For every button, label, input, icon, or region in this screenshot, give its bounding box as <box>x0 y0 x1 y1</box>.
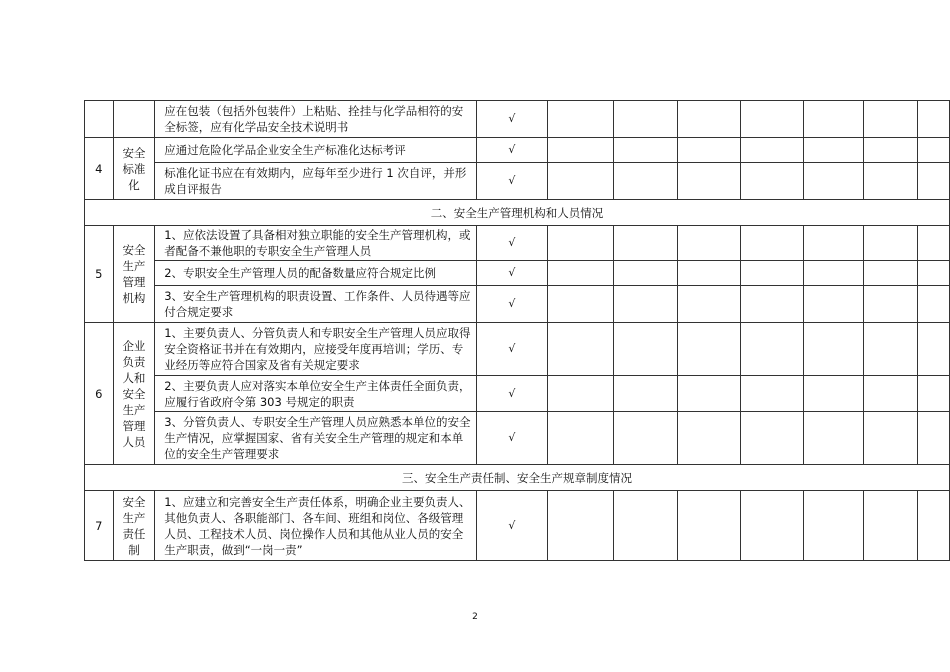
category: 企业负责人和安全生产管理人员 <box>113 323 155 465</box>
item-number <box>85 101 114 138</box>
requirement: 1、应建立和完善安全生产责任体系，明确企业主要负责人、其他负责人、各职能部门、各车间、班组和岗位、各级管理人员、工程技术人员、岗位操作人员和其他从业人员的安全生产职责，做到“一岗一责” <box>155 491 477 561</box>
section-header-row <box>85 200 950 226</box>
check-mark: √ <box>477 286 548 323</box>
item-number: 5 <box>85 226 114 323</box>
check-mark: √ <box>477 261 548 286</box>
requirement: 应在包装（包括外包装件）上粘贴、拴挂与化学品相符的安全标签，应有化学品安全技术说明书 <box>155 101 477 138</box>
check-mark: √ <box>477 412 548 465</box>
requirement: 2、专职安全生产管理人员的配备数量应符合规定比例 <box>155 261 477 286</box>
requirement: 1、主要负责人、分管负责人和专职安全生产管理人员应取得安全资格证书并在有效期内，应接受年度再培训；学历、专业经历等应符合国家及省有关规定要求 <box>155 323 477 376</box>
requirement: 3、分管负责人、专职安全生产管理人员应熟悉本单位的安全生产情况，应掌握国家、省有关安全生产管理的规定和本单位的安全生产管理要求 <box>155 412 477 465</box>
requirement: 2、主要负责人应对落实本单位安全生产主体责任全面负责，应履行省政府令第 303 号规定的职责 <box>155 376 477 412</box>
table-row <box>85 163 950 200</box>
table-row <box>85 376 950 412</box>
check-mark: √ <box>477 101 548 138</box>
category <box>113 101 155 138</box>
section-title: 三、安全生产责任制、安全生产规章制度情况 <box>85 465 950 491</box>
item-number: 7 <box>85 491 114 561</box>
table-row <box>85 491 950 561</box>
item-number: 6 <box>85 323 114 465</box>
check-mark: √ <box>477 376 548 412</box>
check-mark: √ <box>477 226 548 261</box>
table-row <box>85 101 950 138</box>
section-title: 二、安全生产管理机构和人员情况 <box>85 200 950 226</box>
requirement: 3、安全生产管理机构的职责设置、工作条件、人员待遇等应付合规定要求 <box>155 286 477 323</box>
check-mark: √ <box>477 163 548 200</box>
category: 安全标准化 <box>113 138 155 200</box>
table-row <box>85 286 950 323</box>
category: 安全生产责任制 <box>113 491 155 561</box>
table-row <box>85 226 950 261</box>
inspection-table <box>84 100 950 561</box>
check-mark: √ <box>477 138 548 163</box>
table-row <box>85 261 950 286</box>
section-header-row <box>85 465 950 491</box>
table-row <box>85 323 950 376</box>
check-mark: √ <box>477 323 548 376</box>
table-row <box>85 138 950 163</box>
requirement: 1、应依法设置了具备相对独立职能的安全生产管理机构，或者配备不兼他职的专职安全生产管理人员 <box>155 226 477 261</box>
page-number: 2 <box>472 612 478 622</box>
requirement: 应通过危险化学品企业安全生产标准化达标考评 <box>155 138 477 163</box>
table-row <box>85 412 950 465</box>
category: 安全生产管理机构 <box>113 226 155 323</box>
item-number: 4 <box>85 138 114 200</box>
requirement: 标准化证书应在有效期内，应每年至少进行 1 次自评，并形成自评报告 <box>155 163 477 200</box>
check-mark: √ <box>477 491 548 561</box>
